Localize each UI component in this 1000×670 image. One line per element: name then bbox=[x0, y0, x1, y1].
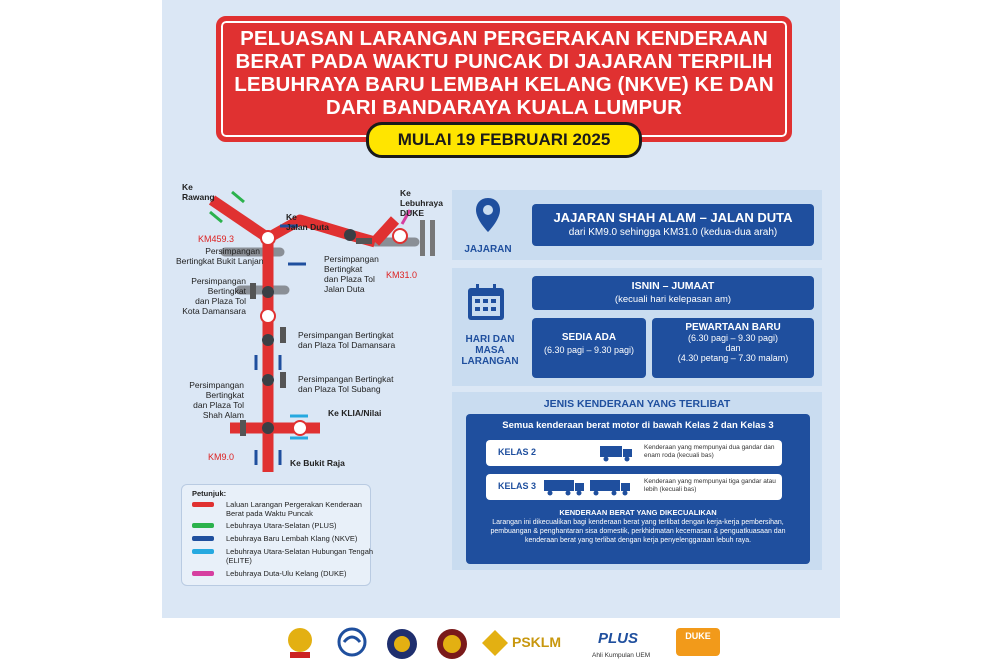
existing-title: SEDIA ADA bbox=[561, 332, 617, 343]
duke-text: DUKE bbox=[676, 628, 720, 656]
title-line-4: DARI BANDARAYA KUALA LUMPUR bbox=[325, 96, 683, 119]
legend: Petunjuk: Laluan Larangan Pergerakan Kenderaan Berat pada Waktu Puncak Lebuhraya Utara-Selatan (PLUS) Lebuhraya Baru Lembah Klang (NKVE) Lebuhraya Utara-Selatan Hubungan Tengah (ELITE) Lebuhraya Duta-Ulu Kelang (DUKE) bbox=[181, 484, 371, 586]
duke-logo bbox=[676, 624, 720, 664]
label-km9: KM9.0 bbox=[208, 452, 235, 462]
label-kota-damansara: Persimpangan Bertingkat dan Plaza Tol Kota Damansara bbox=[182, 276, 246, 316]
new-time-2: (4.30 petang – 7.30 malam) bbox=[677, 353, 789, 363]
label-ke-klia: Ke KLIA/Nilai bbox=[328, 408, 382, 418]
title-line-1: PELUASAN LARANGAN PERGERAKAN KENDERAAN bbox=[240, 27, 768, 50]
label-ke-duke: Ke Lebuhraya DUKE bbox=[400, 188, 443, 218]
psklm-logo bbox=[480, 624, 576, 664]
plus-logo bbox=[592, 624, 662, 664]
label-km31: KM31.0 bbox=[386, 270, 418, 280]
new-box bbox=[652, 318, 814, 378]
legend-title: Petunjuk: bbox=[192, 489, 227, 498]
jajaran-subtitle: dari KM9.0 sehingga KM31.0 (kedua-dua arah) bbox=[568, 227, 778, 238]
jajaran-icon-label: JAJARAN bbox=[464, 244, 512, 255]
start-date-badge: MULAI 19 FEBRUARI 2025 bbox=[366, 122, 642, 158]
exempt-title: KENDERAAN BERAT YANG DIKECUALIKAN bbox=[559, 508, 717, 517]
hari-days: ISNIN – JUMAAT bbox=[631, 280, 715, 292]
kelas3-desc: Kenderaan yang mempunyai tiga gandar atau lebih (kecuali bas) bbox=[644, 478, 776, 493]
truck-2-axle-icon bbox=[598, 444, 634, 462]
kelas3-label: KELAS 3 bbox=[498, 481, 537, 491]
police-crest-logo bbox=[384, 624, 420, 664]
label-ke-rawang: Ke Rawang bbox=[182, 182, 215, 202]
psklm-text: PSKLM bbox=[512, 634, 561, 650]
label-shah-alam: Persimpangan Bertingkat dan Plaza Tol Shah Alam bbox=[189, 380, 244, 420]
truck-3-axle-icon bbox=[542, 478, 634, 496]
jajaran-heading: JAJARAN SHAH ALAM – JALAN DUTA bbox=[553, 210, 793, 225]
kenderaan-sub: Semua kenderaan berat motor di bawah Kelas 2 dan Kelas 3 bbox=[502, 420, 774, 431]
label-subang: Persimpangan Bertingkat dan Plaza Tol Subang bbox=[298, 374, 394, 394]
label-damansara: Persimpangan Bertingkat dan Plaza Tol Damansara bbox=[298, 330, 396, 350]
plus-text: PLUS bbox=[598, 630, 639, 647]
label-km459: KM459.3 bbox=[198, 234, 235, 244]
new-title: PEWARTAAN BARU bbox=[685, 322, 781, 333]
exempt-text: Larangan ini dikecualikan bagi kenderaan berat yang terlibat dengan kerja-kerja pembersihan, pembuangan & penghantaran sisa domestik, perkhidmatan kecemasan & penguatkuasaan dan kenderaan berat yang terlibat dengan kerja penyelenggaraan lebuh raya. bbox=[490, 519, 786, 544]
kelas3-row bbox=[486, 474, 782, 500]
existing-box bbox=[532, 318, 646, 378]
kenderaan-heading: JENIS KENDERAAN YANG TERLIBAT bbox=[543, 398, 731, 410]
jajaran-box bbox=[532, 204, 814, 246]
title-line-2: BERAT PADA WAKTU PUNCAK DI JAJARAN TERPILIH bbox=[235, 50, 773, 73]
legend-item-restricted: Laluan Larangan Pergerakan Kenderaan Berat pada Waktu Puncak bbox=[192, 500, 372, 520]
plus-subtext: Ahli Kumpulan UEM bbox=[592, 652, 651, 659]
hari-icon-label: HARI DAN MASA LARANGAN bbox=[461, 334, 519, 367]
kementerian-crest-logo bbox=[282, 624, 318, 664]
calendar-icon bbox=[466, 282, 506, 322]
label-jalan-duta-plaza: Persimpangan Bertingkat dan Plaza Tol Jalan Duta bbox=[324, 254, 379, 294]
label-bukit-lanjan: Persimpangan Bertingkat Bukit Lanjan bbox=[176, 246, 264, 266]
location-pin-icon bbox=[474, 196, 502, 234]
title-line-3: LEBUHRAYA BARU LEMBAH KELANG (NKVE) KE DAN bbox=[234, 73, 774, 96]
hari-days-note: (kecuali hari kelepasan am) bbox=[614, 294, 732, 305]
existing-time: (6.30 pagi – 9.30 pagi) bbox=[543, 345, 635, 355]
label-ke-bukit-raja: Ke Bukit Raja bbox=[290, 458, 345, 468]
label-ke-jalan-duta: Ke Jalan Duta bbox=[286, 212, 329, 232]
kelas2-desc: Kenderaan yang mempunyai dua gandar dan enam roda (kecuali bas) bbox=[644, 444, 775, 459]
kelas2-row bbox=[486, 440, 782, 466]
new-and: dan bbox=[725, 343, 741, 353]
lembaga-logo bbox=[334, 624, 370, 664]
hari-days-box bbox=[532, 276, 814, 310]
kelas2-label: KELAS 2 bbox=[498, 447, 537, 457]
jpj-crest-logo bbox=[434, 624, 470, 664]
new-time-1: (6.30 pagi – 9.30 pagi) bbox=[687, 333, 779, 343]
